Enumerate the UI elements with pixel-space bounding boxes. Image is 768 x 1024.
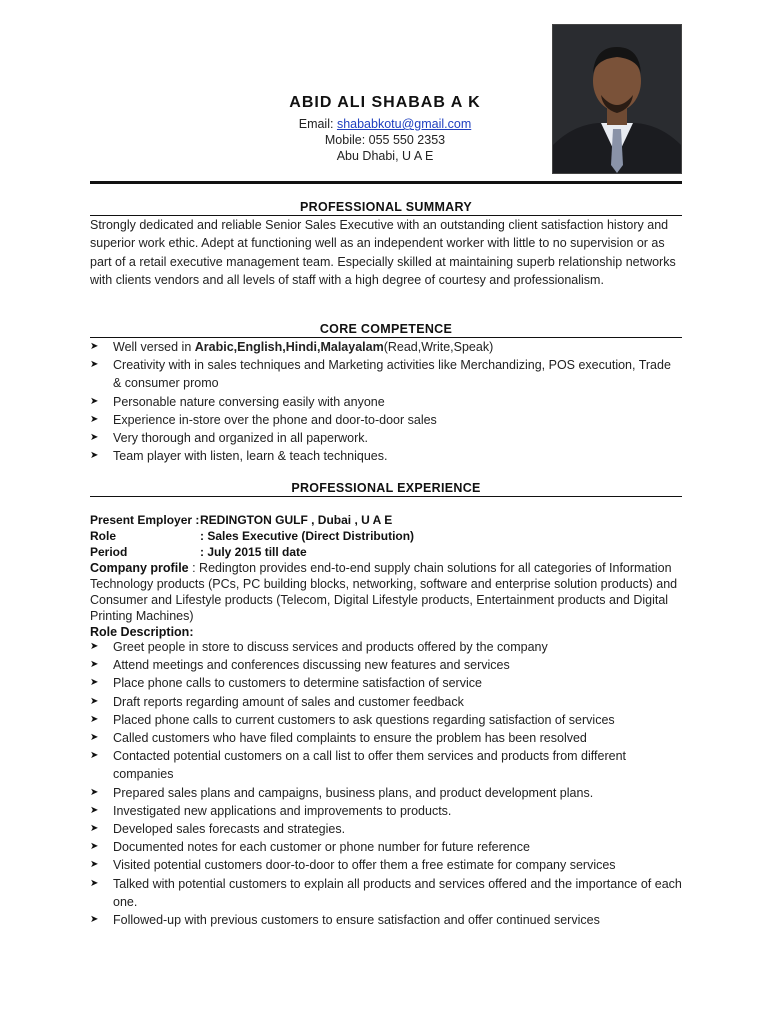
arrow-bullet-icon: ➤ <box>90 877 99 889</box>
period-value: : July 2015 till date <box>200 545 307 559</box>
summary-text: Strongly dedicated and reliable Senior Sales Executive with an outstanding client satisfaction history and superior work ethic. Adept at functioning well as an independent worker with little to no supervision or as part of a retail executive management team. Especially skilled at maintaining superb relationship networks with clients vendors and all levels of staff with a high degree of courtesy and professionalism. <box>90 218 676 287</box>
email-label: Email: <box>298 117 334 131</box>
competence-item <box>90 393 682 411</box>
duty-text: Contacted potential customers on a call list to offer them services and products from different companies <box>113 749 626 782</box>
arrow-bullet-icon: ➤ <box>90 450 99 462</box>
competence-item <box>90 447 682 465</box>
company-profile-text: : Redington provides end-to-end supply chain solutions for all categories of Information Technology products (PCs, PC building blocks, networking, software and enterprise solution products) and Consumer and Lifestyle products (Telecom, Digital Lifestyle products, Entertainment products and Digital Printing Machines) <box>90 561 678 623</box>
competence-title: CORE COMPETENCE <box>319 322 453 336</box>
competence-list <box>90 338 682 465</box>
duty-item <box>90 838 682 856</box>
duty-text: Attend meetings and conferences discussing new features and services <box>113 658 510 673</box>
duty-text: Placed phone calls to current customers to ask questions regarding satisfaction of services <box>113 712 615 727</box>
duty-item <box>90 656 682 674</box>
duty-item <box>90 875 682 911</box>
duty-item <box>90 729 682 747</box>
duty-text: Prepared sales plans and campaigns, business plans, and product development plans. <box>113 785 594 800</box>
arrow-bullet-icon: ➤ <box>90 341 99 352</box>
competence-item <box>90 356 682 392</box>
company-profile <box>90 560 682 624</box>
duty-item <box>90 638 682 656</box>
duty-text: Followed-up with previous customers to ensure satisfaction and offer continued services <box>113 913 600 928</box>
profile-photo <box>552 24 682 174</box>
duty-item <box>90 693 682 711</box>
arrow-bullet-icon: ➤ <box>90 859 99 871</box>
duty-text: Place phone calls to customers to determine satisfaction of service <box>113 676 482 691</box>
experience-rule <box>90 496 682 497</box>
competence-item <box>90 411 682 429</box>
arrow-bullet-icon: ➤ <box>90 750 99 762</box>
duty-text: Developed sales forecasts and strategies. <box>113 822 346 837</box>
role-description-label: Role Description: <box>90 625 194 639</box>
competence-text: Team player with listen, learn & teach techniques. <box>113 449 388 464</box>
duty-item <box>90 747 682 783</box>
period-label: Period <box>90 545 128 559</box>
experience-title: PROFESSIONAL EXPERIENCE <box>291 481 481 495</box>
languages-prefix: Well versed in <box>113 340 195 354</box>
competence-text: Creativity with in sales techniques and Marketing activities like Merchandizing, POS execution, Trade & consumer promo <box>113 358 671 391</box>
duty-item <box>90 802 682 820</box>
competence-item-languages <box>90 338 682 356</box>
duty-item <box>90 674 682 692</box>
duty-item <box>90 711 682 729</box>
duty-text: Investigated new applications and improvements to products. <box>113 803 452 818</box>
arrow-bullet-icon: ➤ <box>90 804 99 816</box>
arrow-bullet-icon: ➤ <box>90 641 99 652</box>
duty-item <box>90 784 682 802</box>
languages-bold: Arabic,English,Hindi,Malayalam <box>194 340 384 354</box>
arrow-bullet-icon: ➤ <box>90 695 99 707</box>
arrow-bullet-icon: ➤ <box>90 413 99 425</box>
duties-list <box>90 638 682 929</box>
duty-text: Visited potential customers door-to-door to offer them a free estimate for company services <box>113 858 616 873</box>
employer-label: Present Employer : <box>90 513 200 527</box>
arrow-bullet-icon: ➤ <box>90 659 99 671</box>
competence-text: Experience in-store over the phone and door-to-door sales <box>113 412 437 427</box>
email-link[interactable]: shababkotu@gmail.com <box>336 117 472 131</box>
arrow-bullet-icon: ➤ <box>90 823 99 835</box>
arrow-bullet-icon: ➤ <box>90 432 99 444</box>
duty-item <box>90 856 682 874</box>
role-row <box>90 528 682 544</box>
profile-photo-image <box>553 25 681 173</box>
arrow-bullet-icon: ➤ <box>90 732 99 744</box>
employer-value: REDINGTON GULF , Dubai , U A E <box>200 513 393 527</box>
arrow-bullet-icon: ➤ <box>90 713 99 725</box>
arrow-bullet-icon: ➤ <box>90 914 99 926</box>
duty-text: Talked with potential customers to explain all products and services offered and the importance of each one. <box>113 876 682 909</box>
role-label: Role <box>90 529 117 543</box>
arrow-bullet-icon: ➤ <box>90 841 99 853</box>
languages-suffix: (Read,Write,Speak) <box>383 340 494 354</box>
competence-item <box>90 429 682 447</box>
role-value: : Sales Executive (Direct Distribution) <box>200 529 415 543</box>
location-line: Abu Dhabi, U A E <box>336 149 434 163</box>
duty-item <box>90 820 682 838</box>
competence-text: Personable nature conversing easily with anyone <box>113 394 385 409</box>
duty-item <box>90 911 682 929</box>
header-divider <box>90 181 682 184</box>
duty-text: Greet people in store to discuss services and products offered by the company <box>113 640 548 654</box>
competence-text: Very thorough and organized in all paperwork. <box>113 431 369 446</box>
arrow-bullet-icon: ➤ <box>90 677 99 689</box>
duty-text: Called customers who have filed complaints to ensure the problem has been resolved <box>113 731 587 746</box>
company-profile-label: Company profile <box>90 561 189 575</box>
mobile-line: Mobile: 055 550 2353 <box>324 133 446 147</box>
candidate-name: ABID ALI SHABAB A K <box>289 94 481 111</box>
arrow-bullet-icon: ➤ <box>90 395 99 407</box>
duty-text: Draft reports regarding amount of sales and customer feedback <box>113 694 464 709</box>
arrow-bullet-icon: ➤ <box>90 359 99 371</box>
duty-text: Documented notes for each customer or phone number for future reference <box>113 840 530 855</box>
arrow-bullet-icon: ➤ <box>90 786 99 798</box>
employer-row <box>90 512 682 528</box>
period-row <box>90 544 682 560</box>
summary-title: PROFESSIONAL SUMMARY <box>300 200 472 214</box>
